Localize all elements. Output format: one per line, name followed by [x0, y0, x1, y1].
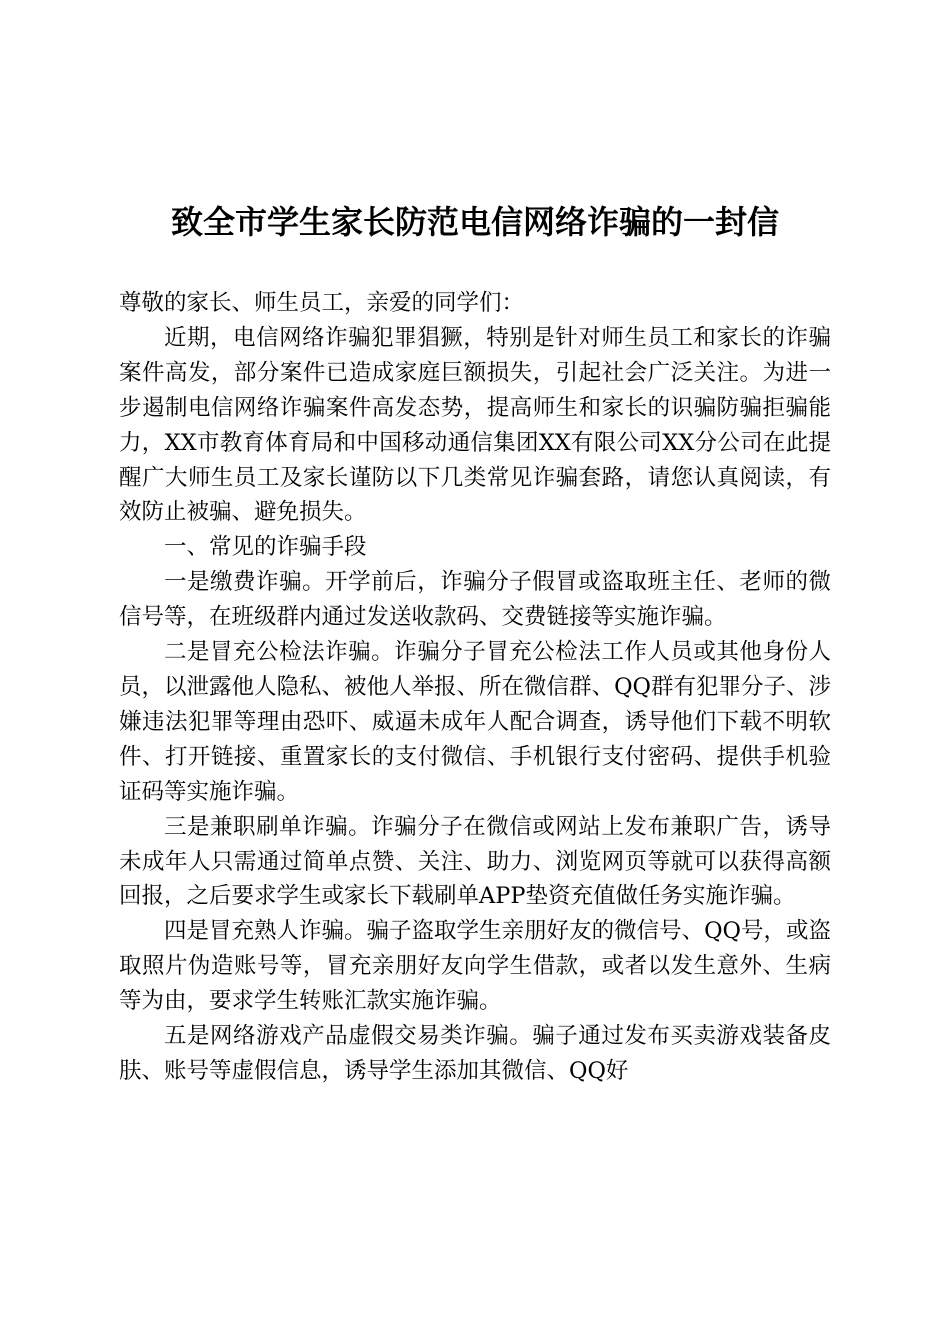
paragraph-impersonation-police-fraud: 二是冒充公检法诈骗。诈骗分子冒充公检法工作人员或其他身份人员，以泄露他人隐私、被他人举报、所在微信群、QQ群有犯罪分子、涉嫌违法犯罪等理由恐吓、威逼未成年人配合调查，诱导他们下载不明软件、打开链接、重置家长的支付微信、手机银行支付密码、提供手机验证码等实施诈骗。: [119, 639, 831, 805]
paragraph-game-trade-fraud: 五是网络游戏产品虚假交易类诈骗。骗子通过发布买卖游戏装备皮肤、账号等虚假信息，诱导学生添加其微信、QQ好: [119, 1023, 831, 1084]
paragraph-part-time-fraud: 三是兼职刷单诈骗。诈骗分子在微信或网站上发布兼职广告，诱导未成年人只需通过简单点赞、关注、助力、浏览网页等就可以获得高额回报，之后要求学生或家长下载刷单APP垫资充值做任务实施诈骗。: [119, 813, 831, 910]
intro-paragraph: 近期，电信网络诈骗犯罪猖獗，特别是针对师生员工和家长的诈骗案件高发，部分案件已造成家庭巨额损失，引起社会广泛关注。为进一步遏制电信网络诈骗案件高发态势，提高师生和家长的识骗防骗拒骗能力，XX市教育体育局和中国移动通信集团XX有限公司XX分公司在此提醒广大师生员工及家长谨防以下几类常见诈骗套路，请您认真阅读，有效防止被骗、避免损失。: [119, 324, 831, 526]
salutation: 尊敬的家长、师生员工，亲爱的同学们：: [119, 290, 525, 316]
document-body: [119, 286, 831, 1089]
document-title: 致全市学生家长防范电信网络诈骗的一封信: [170, 203, 779, 241]
paragraph-fee-fraud: 一是缴费诈骗。开学前后，诈骗分子假冒或盗取班主任、老师的微信号等，在班级群内通过发送收款码、交费链接等实施诈骗。: [119, 569, 831, 631]
paragraph-acquaintance-fraud: 四是冒充熟人诈骗。骗子盗取学生亲朋好友的微信号、QQ号，或盗取照片伪造账号等，冒充亲朋好友向学生借款，或者以发生意外、生病等为由，要求学生转账汇款实施诈骗。: [119, 918, 831, 1015]
section-heading: 一、常见的诈骗手段: [164, 534, 367, 561]
